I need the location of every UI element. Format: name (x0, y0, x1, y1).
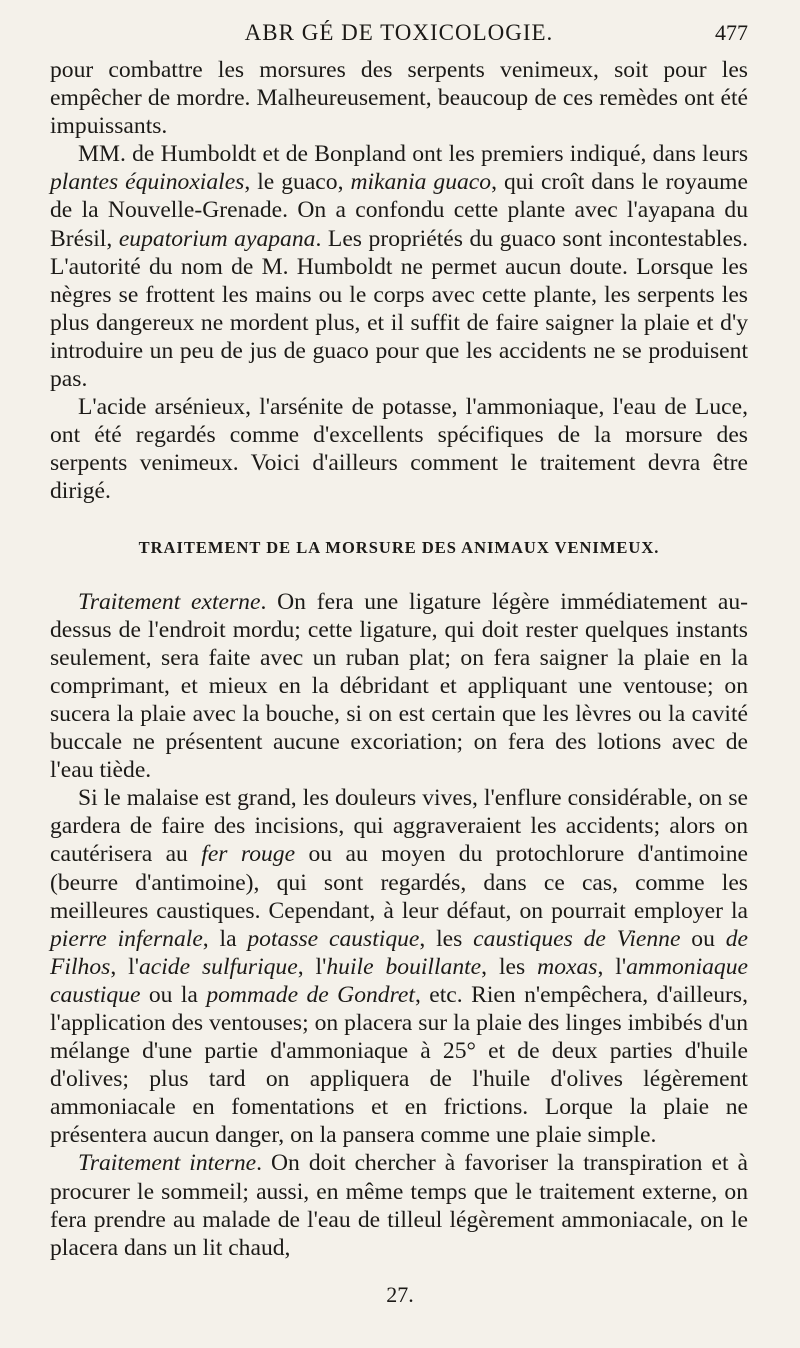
text-run: . On doit chercher à favoriser la transpiration et à procurer le sommeil; aussi, en même temps que le traitement externe, on fera prendre au malade de l'eau de tilleul légèrement ammoniacale, on le placera dans un lit chaud, (50, 1150, 748, 1261)
italic-run: Traitement externe (78, 588, 261, 615)
italic-run: caustiques de Vienne (473, 925, 681, 952)
text-run: MM. de Humboldt et de Bonpland ont les premiers indiqué, dans leurs (78, 141, 748, 168)
italic-run: huile bouillante (326, 953, 482, 980)
text-run: , qui croît dans le royaume de la Nouvelle-Grenade. On a confondu cette plante avec l'ayapana du Brésil, (50, 169, 748, 252)
body-text (50, 56, 748, 1262)
italic-run: pommade de Gondret (206, 981, 415, 1008)
italic-run: de Filhos (50, 925, 748, 980)
text-run: , le guaco, (244, 169, 351, 196)
text-run: , les (481, 953, 538, 980)
signature-mark: 27. (386, 1282, 414, 1307)
paragraph-4 (50, 588, 748, 785)
text-run: ou au moyen du protochlorure d'antimoine (beurre d'antimoine), qui sont regardés, dans ce cas, comme les meilleures caustiques. Cependant, à leur défaut, on pourrait employer la (50, 841, 749, 924)
running-title: ABR GÉ DE TOXICOLOGIE. (244, 20, 554, 45)
text-run: , etc. Rien n'empêchera, d'ailleurs, l'application des ventouses; on placera sur la plaie des linges imbibés d'un mélange d'une partie d'ammoniaque à 25° et de deux parties d'huile d'olives; plus tard on appliquera de l'huile d'olives légèrement ammoniacale en fomentations et en frictions. Lorque la plaie ne présentera aucun danger, on la pansera comme une plaie simple. (50, 981, 748, 1149)
book-page (0, 14, 800, 1348)
text-run: ou (680, 925, 726, 952)
italic-run: pierre infernale (50, 925, 203, 952)
italic-run: plantes équinoxiales (50, 169, 245, 196)
text-run: , l' (297, 953, 327, 980)
italic-run: Traitement interne (78, 1150, 257, 1177)
italic-run: fer rouge (201, 841, 296, 868)
paragraph-1: pour combattre les morsures des serpents venimeux, soit pour les empêcher de mordre. Malheureusement, beaucoup de ces remèdes ont été impuissants. (50, 57, 748, 140)
text-run: ou la (140, 981, 207, 1008)
text-run: . On fera une ligature légère immédiatement au-dessus de l'endroit mordu; cette ligature, qui doit rester quelques instants seulement, sera faite avec un ruban plat; on fera saigner la plaie en la comprimant, et mieux en la débridant et appliquant une ventouse; on sucera la plaie avec la bouche, si on est certain que les lèvres ou la cavité buccale ne présentent aucune excoriation; on fera des lotions avec de l'eau tiède. (50, 588, 748, 784)
paragraph-3: L'acide arsénieux, l'arsénite de potasse, l'ammoniaque, l'eau de Luce, ont été regardés comme d'excellents spécifiques de la morsure des serpents venimeux. Voici d'ailleurs comment le traitement devra être dirigé. (50, 394, 748, 505)
text-run: Si le malaise est grand, les douleurs vives, l'enflure considérable, on se gardera de faire des incisions, qui aggraveraient les accidents; alors on cautérisera au (50, 785, 748, 868)
text-run: , l' (597, 953, 627, 980)
italic-run: acide sulfurique (138, 953, 298, 980)
italic-run: mikania guaco (350, 169, 492, 196)
text-run: . Les propriétés du guaco sont incontestables. L'autorité du nom de M. Humboldt ne permet aucun doute. Lorsque les nègres se frottent les mains ou le corps avec cette plante, les serpents les plus dangereux ne mordent plus, et il suffit de faire saigner la plaie et d'y introduire un peu de jus de guaco pour que les accidents ne se produisent pas. (50, 225, 748, 393)
paragraph-5 (50, 784, 748, 1149)
section-heading: TRAITEMENT DE LA MORSURE DES ANIMAUX VENIMEUX. (138, 537, 660, 557)
page-number: 477 (715, 20, 748, 45)
italic-run: moxas (537, 953, 598, 980)
text-run: , les (419, 925, 474, 952)
italic-run: eupatorium ayapana (118, 225, 316, 252)
italic-run: ammoniaque caustique (50, 953, 748, 1008)
running-header (50, 14, 748, 56)
text-run: , l' (110, 953, 139, 980)
paragraph-2 (50, 140, 748, 393)
text-run: , la (202, 925, 248, 952)
paragraph-6 (50, 1149, 748, 1261)
italic-run: potasse caustique (247, 925, 420, 952)
